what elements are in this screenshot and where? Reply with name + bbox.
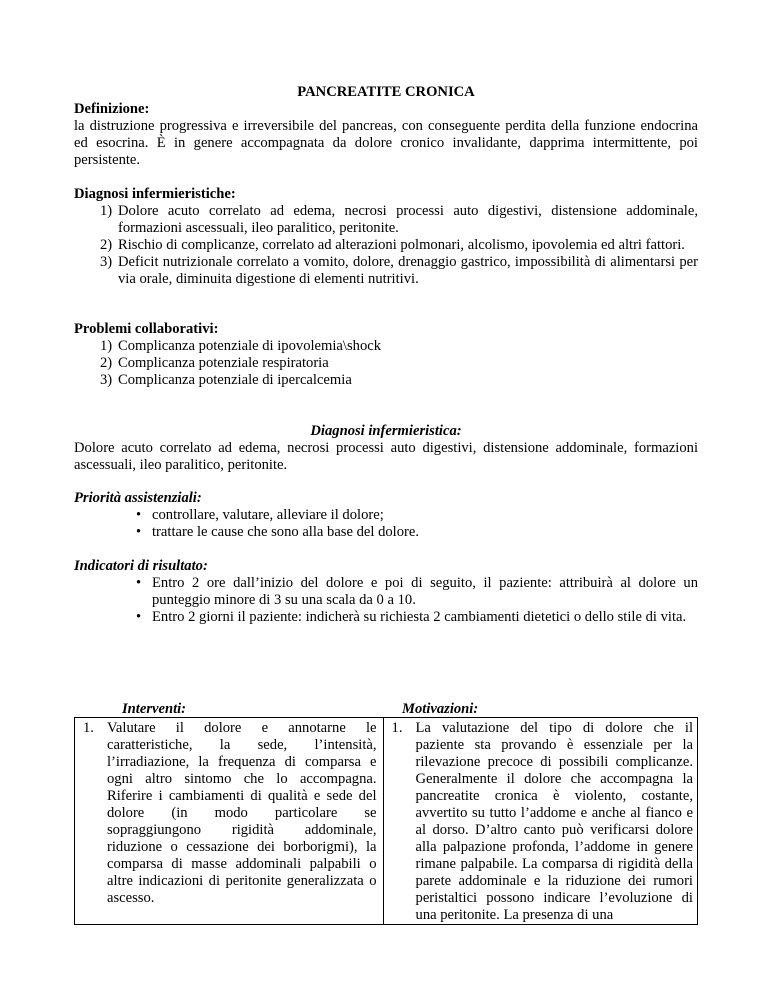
- list-item: • Entro 2 ore dall’inizio del dolore e poi di seguito, il paziente: attribuirà al dolore un punteggio minore di 3 su una scala da 0 a 10.: [74, 575, 698, 609]
- definition-text: la distruzione progressiva e irreversibile del pancreas, con conseguente perdita della funzione endocrina ed esocrina. È in genere accompagnata da dolore cronico invalidante, dapprima intermittente, poi persistente.: [74, 118, 698, 168]
- list-item: 3) Complicanza potenziale di ipercalcemia: [100, 372, 352, 388]
- motivations-cell: 1. La valutazione del tipo di dolore che il paziente sta provando è essenziale per la rilevazione precoce di possibili complicanze. Generalmente il dolore che accompagna la pancreatite cronica è violento, costante, avvertito su tutto l’addome e anche al fianco e al dorso. D’altro canto può verificarsi dolore alla palpazione profonda, l’addome in genere rimane palpabile. La comparsa di rigidità della parete addominale e la riduzione dei rumori peristaltici possono indicare l’evoluzione di una peritonite. La presenza di una: [383, 718, 697, 925]
- care-priorities-heading: Priorità assistenziali:: [74, 490, 202, 506]
- definition-heading: Definizione:: [74, 101, 150, 117]
- nursing-diagnosis-section: [74, 423, 698, 474]
- outcome-indicators-heading: Indicatori di risultato:: [74, 558, 208, 574]
- outcome-indicators-list: [74, 575, 698, 626]
- definition-section: [74, 101, 698, 169]
- interventions-cell: 1. Valutare il dolore e annotarne le caratteristiche, la sede, l’intensità, l’irradiazione, la frequenza di comparsa e ogni altro sintomo che lo accompagna. Riferire i cambiamenti di qualità e sede del dolore (in modo particolare se sopraggiungono rigidità addominale, riduzione o cessazione dei borborigmi), la comparsa di masse addominali palpabili o altre indicazioni di peritonite generalizzata o ascesso.: [75, 718, 384, 925]
- motivations-heading: Motivazioni:: [402, 701, 479, 717]
- care-priorities-section: [74, 490, 698, 541]
- list-item: 1) Complicanza potenziale di ipovolemia\shock: [100, 338, 382, 354]
- list-item: 3) Deficit nutrizionale correlato a vomito, dolore, drenaggio gastrico, impossibilità di alimentarsi per via orale, diminuita digestione di elementi nutritivi.: [100, 254, 698, 287]
- interventions-table: [74, 717, 698, 925]
- list-item: 2) Complicanza potenziale respiratoria: [100, 355, 329, 371]
- list-item: • controllare, valutare, alleviare il dolore;: [74, 507, 698, 524]
- document-title: PANCREATITE CRONICA: [297, 84, 475, 100]
- collaborative-problems-heading: Problemi collaborativi:: [74, 321, 219, 337]
- outcome-indicators-section: [74, 558, 698, 626]
- table-row: [75, 718, 698, 925]
- collaborative-problems-section: [74, 321, 698, 389]
- nursing-diagnoses-list: [74, 203, 698, 288]
- list-item: 1) Dolore acuto correlato ad edema, necrosi processi auto digestivi, distensione addominale, formazioni ascessuali, ileo paralitico, peritonite.: [100, 203, 698, 236]
- nursing-diagnoses-section: [74, 186, 698, 288]
- nursing-diagnosis-heading: Diagnosi infermieristica:: [310, 423, 462, 439]
- nursing-diagnosis-text: Dolore acuto correlato ad edema, necrosi processi auto digestivi, distensione addominale, formazioni ascessuali, ileo paralitico, peritonite.: [74, 440, 698, 473]
- list-item: 2) Rischio di complicanze, correlato ad alterazioni polmonari, alcolismo, ipovolemia ed altri fattori.: [100, 237, 685, 253]
- list-item: • trattare le cause che sono alla base del dolore.: [74, 524, 698, 541]
- interventions-heading: Interventi:: [122, 701, 187, 717]
- list-item: • Entro 2 giorni il paziente: indicherà su richiesta 2 cambiamenti dietetici o dello stile di vita.: [74, 609, 698, 626]
- care-priorities-list: [74, 507, 698, 541]
- nursing-diagnoses-heading: Diagnosi infermieristiche:: [74, 186, 236, 202]
- collaborative-problems-list: [74, 338, 698, 389]
